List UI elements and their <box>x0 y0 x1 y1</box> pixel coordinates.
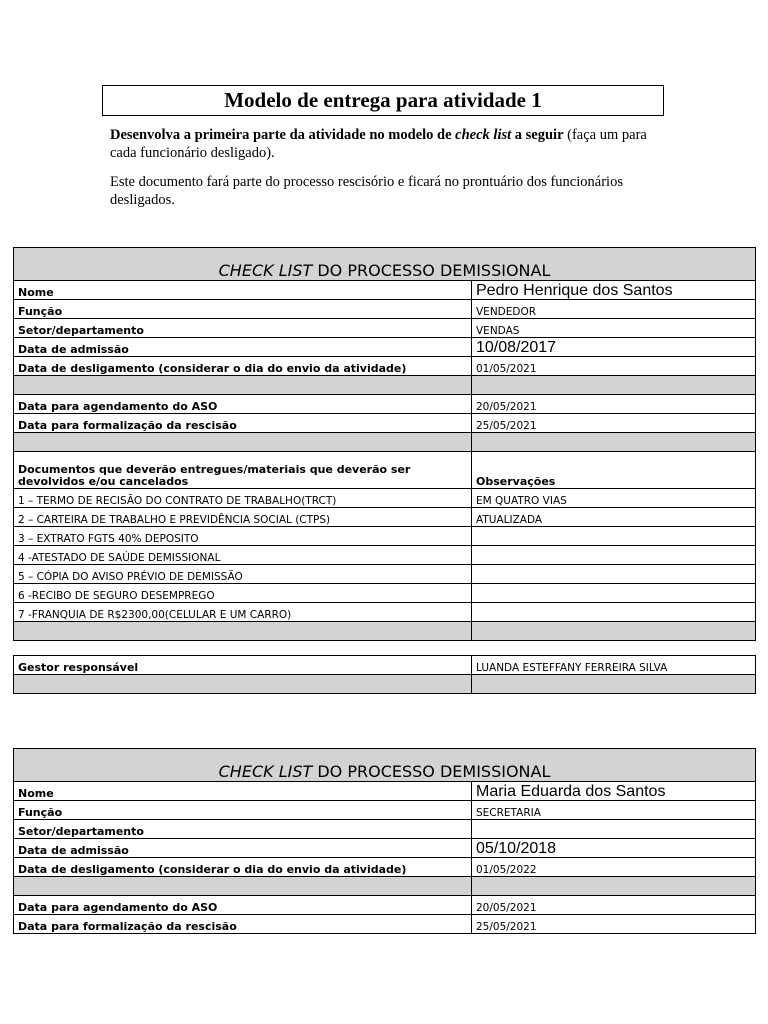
setor-value[interactable]: VENDAS <box>472 319 756 338</box>
setor-label: Setor/departamento <box>14 319 472 338</box>
desligamento-label: Data de desligamento (considerar o dia do envio da atividade) <box>14 858 472 877</box>
doc-row <box>14 584 756 603</box>
gestor-table-1 <box>13 655 756 694</box>
instruction-bold-1: Desenvolva a primeira parte da atividade no modelo de <box>110 127 456 143</box>
checklist-header-rest: DO PROCESSO DEMISSIONAL <box>312 762 551 781</box>
checklist-header-rest: DO PROCESSO DEMISSIONAL <box>312 261 551 280</box>
funcao-value[interactable]: VENDEDOR <box>472 300 756 319</box>
aso-value[interactable]: 20/05/2021 <box>472 896 756 915</box>
admissao-label: Data de admissão <box>14 338 472 357</box>
doc-obs[interactable]: EM QUATRO VIAS <box>472 489 756 508</box>
spacer-row <box>14 622 756 641</box>
doc-row <box>14 546 756 565</box>
setor-label: Setor/departamento <box>14 820 472 839</box>
doc-obs[interactable] <box>472 527 756 546</box>
spacer-row <box>14 877 756 896</box>
doc-obs[interactable] <box>472 603 756 622</box>
doc-row <box>14 603 756 622</box>
funcao-label: Função <box>14 300 472 319</box>
doc-row <box>14 508 756 527</box>
doc-obs[interactable] <box>472 565 756 584</box>
checklist-header-italic: CHECK LIST <box>218 261 313 280</box>
checklist-table-2 <box>13 748 756 934</box>
doc-item: 4 -ATESTADO DE SAÚDE DEMISSIONAL <box>14 546 472 565</box>
desligamento-value[interactable]: 01/05/2021 <box>472 357 756 376</box>
doc-item: 7 -FRANQUIA DE R$2300,00(CELULAR E UM CARRO) <box>14 603 472 622</box>
instruction-normal: (faça um para cada funcionário desligado). <box>110 127 647 161</box>
funcao-label: Função <box>14 801 472 820</box>
aso-label: Data para agendamento do ASO <box>14 896 472 915</box>
admissao-label: Data de admissão <box>14 839 472 858</box>
admissao-value[interactable]: 10/08/2017 <box>472 338 756 357</box>
obs-label: Observações <box>472 452 756 489</box>
nome-value[interactable]: Pedro Henrique dos Santos <box>472 281 756 300</box>
gestor-value[interactable]: LUANDA ESTEFFANY FERREIRA SILVA <box>472 656 756 675</box>
doc-obs[interactable] <box>472 546 756 565</box>
desligamento-label: Data de desligamento (considerar o dia do envio da atividade) <box>14 357 472 376</box>
instruction-paragraph <box>110 126 670 162</box>
spacer-row <box>14 433 756 452</box>
docs-label: Documentos que deverão entregues/materiais que deverão ser devolvidos e/ou cancelados <box>14 452 472 489</box>
rescisao-label: Data para formalização da rescisão <box>14 915 472 934</box>
desligamento-value[interactable]: 01/05/2022 <box>472 858 756 877</box>
doc-row <box>14 527 756 546</box>
doc-item: 2 – CARTEIRA DE TRABALHO E PREVIDÊNCIA SOCIAL (CTPS) <box>14 508 472 527</box>
nome-value[interactable]: Maria Eduarda dos Santos <box>472 782 756 801</box>
doc-row <box>14 565 756 584</box>
doc-row <box>14 489 756 508</box>
checklist-header <box>14 248 756 281</box>
doc-item: 5 – CÓPIA DO AVISO PRÉVIO DE DEMISSÃO <box>14 565 472 584</box>
doc-obs[interactable]: ATUALIZADA <box>472 508 756 527</box>
admissao-value[interactable]: 05/10/2018 <box>472 839 756 858</box>
rescisao-value[interactable]: 25/05/2021 <box>472 915 756 934</box>
document-title: Modelo de entrega para atividade 1 <box>102 85 664 116</box>
doc-obs[interactable] <box>472 584 756 603</box>
checklist-header-italic: CHECK LIST <box>218 762 313 781</box>
rescisao-value[interactable]: 25/05/2021 <box>472 414 756 433</box>
note-paragraph: Este documento fará parte do processo rescisório e ficará no prontuário dos funcionários desligados. <box>110 174 623 208</box>
doc-item: 3 – EXTRATO FGTS 40% DEPOSITO <box>14 527 472 546</box>
nome-label: Nome <box>14 281 472 300</box>
doc-item: 6 -RECIBO DE SEGURO DESEMPREGO <box>14 584 472 603</box>
funcao-value[interactable]: SECRETARIA <box>472 801 756 820</box>
instruction-bold-2: a seguir <box>511 127 564 143</box>
doc-item: 1 – TERMO DE RECISÃO DO CONTRATO DE TRABALHO(TRCT) <box>14 489 472 508</box>
spacer-row <box>14 376 756 395</box>
aso-label: Data para agendamento do ASO <box>14 395 472 414</box>
nome-label: Nome <box>14 782 472 801</box>
aso-value[interactable]: 20/05/2021 <box>472 395 756 414</box>
instruction-italic: check list <box>455 127 512 143</box>
checklist-table-1 <box>13 247 756 641</box>
spacer-row <box>14 675 756 694</box>
checklist-header <box>14 749 756 782</box>
gestor-label: Gestor responsável <box>14 656 472 675</box>
rescisao-label: Data para formalização da rescisão <box>14 414 472 433</box>
setor-value[interactable] <box>472 820 756 839</box>
